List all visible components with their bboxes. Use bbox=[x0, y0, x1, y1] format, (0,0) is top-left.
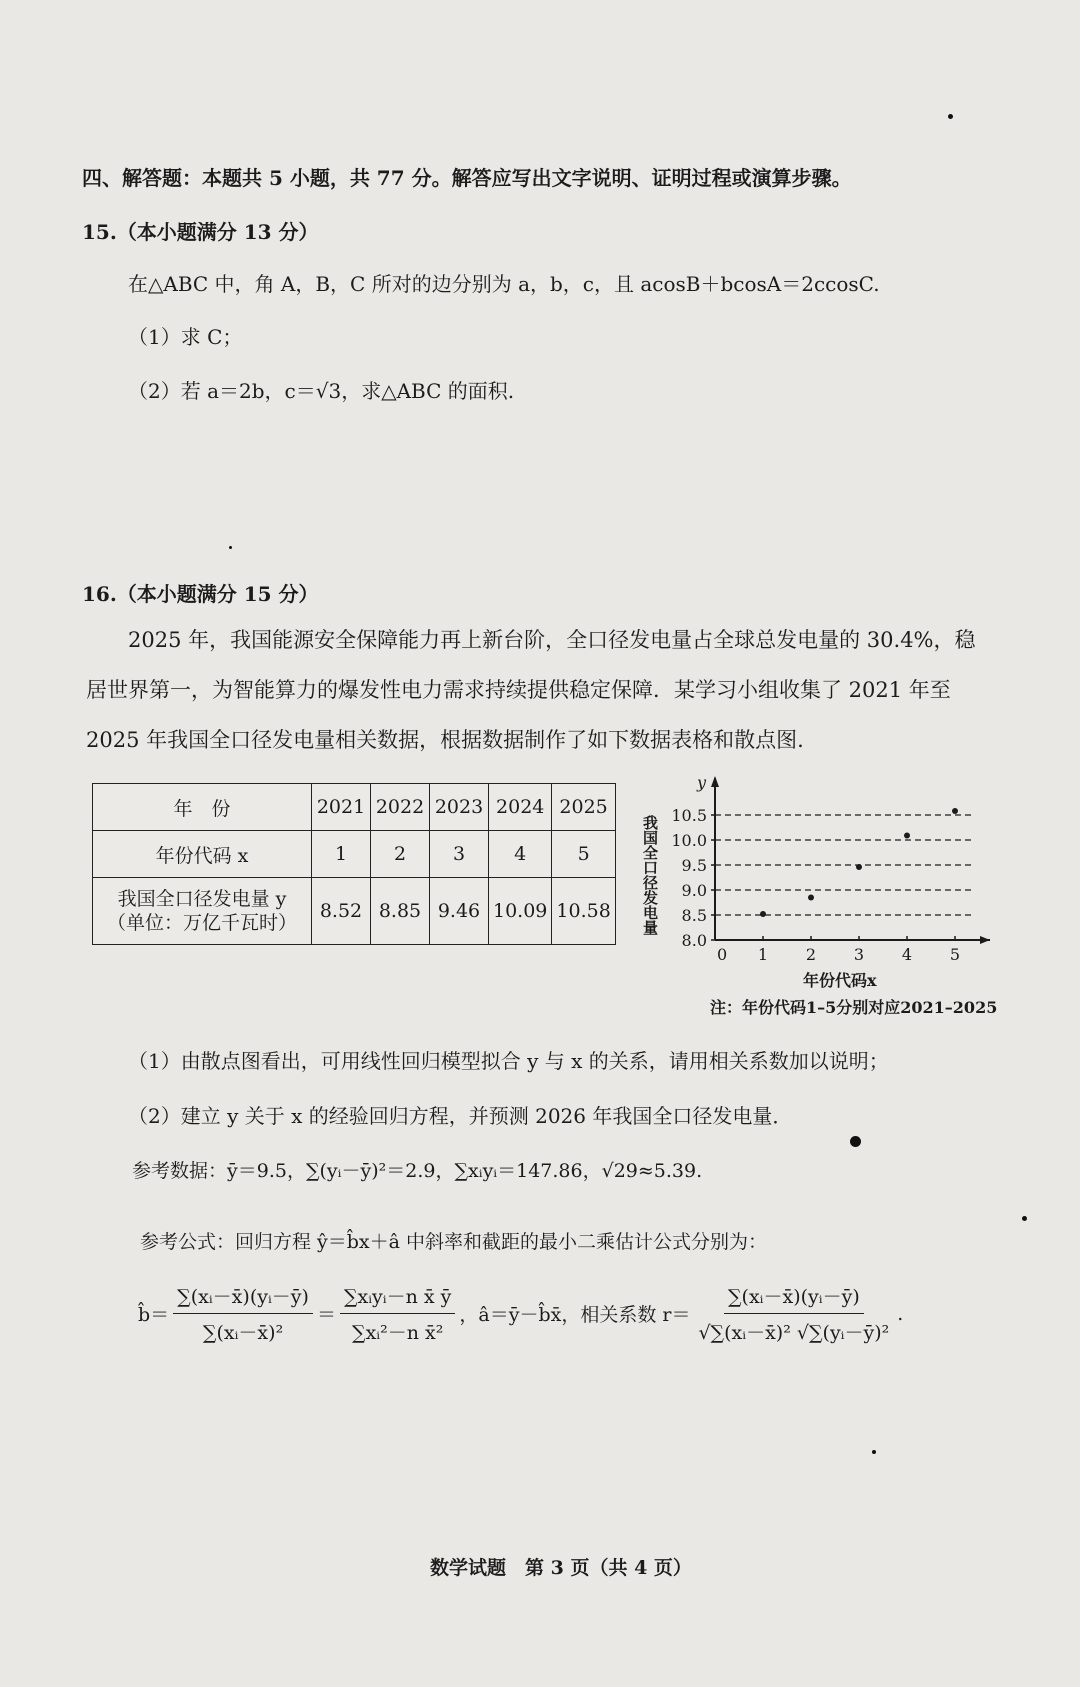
table-head-year: 年 份 bbox=[93, 784, 312, 831]
q15-stem: 在△ABC 中，角 A，B，C 所对的边分别为 a，b，c，且 acosB＋bcosA＝2ccosC. bbox=[128, 272, 880, 296]
table-cell: 2021 bbox=[312, 784, 371, 831]
table-cell: 2022 bbox=[371, 784, 430, 831]
table-head-power-line1: 我国全口径发电量 y bbox=[117, 888, 287, 910]
section-heading: 四、解答题：本题共 5 小题，共 77 分。解答应写出文字说明、证明过程或演算步骤。 bbox=[82, 166, 852, 190]
table-cell: 2024 bbox=[489, 784, 552, 831]
scatter-point bbox=[952, 808, 958, 814]
numerator: ∑(xᵢ－x̄)(yᵢ－ȳ) bbox=[173, 1282, 313, 1314]
q16-paragraph-line2: 居世界第一，为智能算力的爆发性电力需求持续提供稳定保障．某学习小组收集了 2021 年至 bbox=[86, 678, 951, 702]
table-cell: 10.58 bbox=[552, 878, 615, 945]
chart-xlabel: 年份代码x bbox=[803, 971, 877, 990]
y-axis-arrow bbox=[711, 776, 719, 787]
table-cell: 5 bbox=[552, 831, 615, 878]
table-cell: 4 bbox=[489, 831, 552, 878]
x-tick-label: 2 bbox=[805, 945, 817, 964]
scatter-chart bbox=[630, 770, 1010, 990]
y-tick-label: 8.0 bbox=[681, 931, 707, 950]
scan-speck bbox=[948, 114, 953, 119]
q15-title: 15.（本小题满分 13 分） bbox=[82, 220, 319, 244]
table-cell: 8.85 bbox=[371, 878, 430, 945]
q15-part2: （2）若 a＝2b，c＝√3，求△ABC 的面积. bbox=[128, 379, 515, 403]
q15-part1: （1）求 C； bbox=[128, 325, 243, 349]
fraction-correlation bbox=[694, 1282, 893, 1345]
b-hat-label: b̂＝ bbox=[138, 1304, 170, 1326]
formula-end: . bbox=[897, 1302, 904, 1325]
table-head-power-line2: （单位：万亿千瓦时） bbox=[106, 912, 297, 934]
scatter-point bbox=[760, 911, 766, 917]
x-tick-label: 5 bbox=[949, 945, 961, 964]
table-head-power bbox=[93, 878, 312, 945]
y-tick-label: 8.5 bbox=[681, 906, 707, 925]
q16-part1: （1）由散点图看出，可用线性回归模型拟合 y 与 x 的关系，请用相关系数加以说明； bbox=[128, 1049, 889, 1073]
denominator: ∑(xᵢ－x̄)² bbox=[202, 1322, 284, 1344]
scatter-point bbox=[808, 895, 814, 901]
chart-ylabel: 我国全口径发电量 bbox=[641, 815, 659, 935]
table-cell: 9.46 bbox=[430, 878, 489, 945]
q16-title: 16.（本小题满分 15 分） bbox=[82, 582, 319, 606]
table-cell: 8.52 bbox=[312, 878, 371, 945]
y-tick-label: 9.0 bbox=[681, 881, 707, 900]
table-cell: 2 bbox=[371, 831, 430, 878]
x-axis-arrow bbox=[980, 936, 990, 944]
numerator: ∑(xᵢ－x̄)(yᵢ－ȳ) bbox=[724, 1282, 864, 1314]
chart-note: 注：年份代码1–5分别对应2021–2025 bbox=[710, 998, 998, 1017]
y-tick-label: 10.0 bbox=[671, 831, 707, 850]
table-head-code: 年份代码 x bbox=[93, 831, 312, 878]
table-cell: 1 bbox=[312, 831, 371, 878]
denominator: √∑(xᵢ－x̄)² √∑(yᵢ－ȳ)² bbox=[698, 1322, 890, 1344]
y-tick-label: 9.5 bbox=[681, 856, 707, 875]
y-tick-label: 10.5 bbox=[671, 806, 707, 825]
q16-paragraph-line1: 2025 年，我国能源安全保障能力再上新台阶，全口径发电量占全球总发电量的 30.4%，稳 bbox=[128, 628, 976, 652]
numerator: ∑xᵢyᵢ－n x̄ ȳ bbox=[340, 1282, 455, 1314]
scan-speck bbox=[1022, 1216, 1027, 1221]
scatter-point bbox=[856, 864, 862, 870]
scan-speck bbox=[229, 546, 232, 549]
equals-sign: ＝ bbox=[316, 1304, 336, 1326]
x-tick-label: 4 bbox=[901, 945, 913, 964]
scan-speck bbox=[850, 1136, 861, 1147]
page-footer: 数学试题 第 3 页（共 4 页） bbox=[430, 1557, 692, 1579]
table-cell: 10.09 bbox=[489, 878, 552, 945]
fraction-slope-1 bbox=[173, 1282, 313, 1345]
table-cell: 2025 bbox=[552, 784, 615, 831]
x-tick-label: 3 bbox=[853, 945, 865, 964]
chart-y-axis-letter: y bbox=[697, 773, 707, 792]
intercept-and-r-label: ，â＝ȳ－b̂x̄，相关系数 r＝ bbox=[459, 1304, 691, 1326]
denominator: ∑xᵢ²－n x̄² bbox=[352, 1322, 444, 1344]
table-cell: 3 bbox=[430, 831, 489, 878]
scan-speck bbox=[872, 1450, 876, 1454]
regression-formulas bbox=[138, 1282, 903, 1345]
scatter-point bbox=[904, 833, 910, 839]
table-cell: 2023 bbox=[430, 784, 489, 831]
origin-label: 0 bbox=[717, 945, 728, 964]
q16-paragraph-line3: 2025 年我国全口径发电量相关数据，根据数据制作了如下数据表格和散点图. bbox=[86, 728, 804, 752]
data-table bbox=[92, 783, 616, 945]
x-tick-label: 1 bbox=[757, 945, 769, 964]
reference-data: 参考数据：ȳ＝9.5，∑(yᵢ－ȳ)²＝2.9，∑xᵢyᵢ＝147.86，√29≈5.39. bbox=[132, 1160, 703, 1182]
fraction-slope-2 bbox=[340, 1282, 455, 1345]
reference-formula-intro: 参考公式：回归方程 ŷ＝b̂x＋â 中斜率和截距的最小二乘估计公式分别为： bbox=[140, 1231, 768, 1253]
q16-part2: （2）建立 y 关于 x 的经验回归方程，并预测 2026 年我国全口径发电量． bbox=[128, 1104, 793, 1128]
